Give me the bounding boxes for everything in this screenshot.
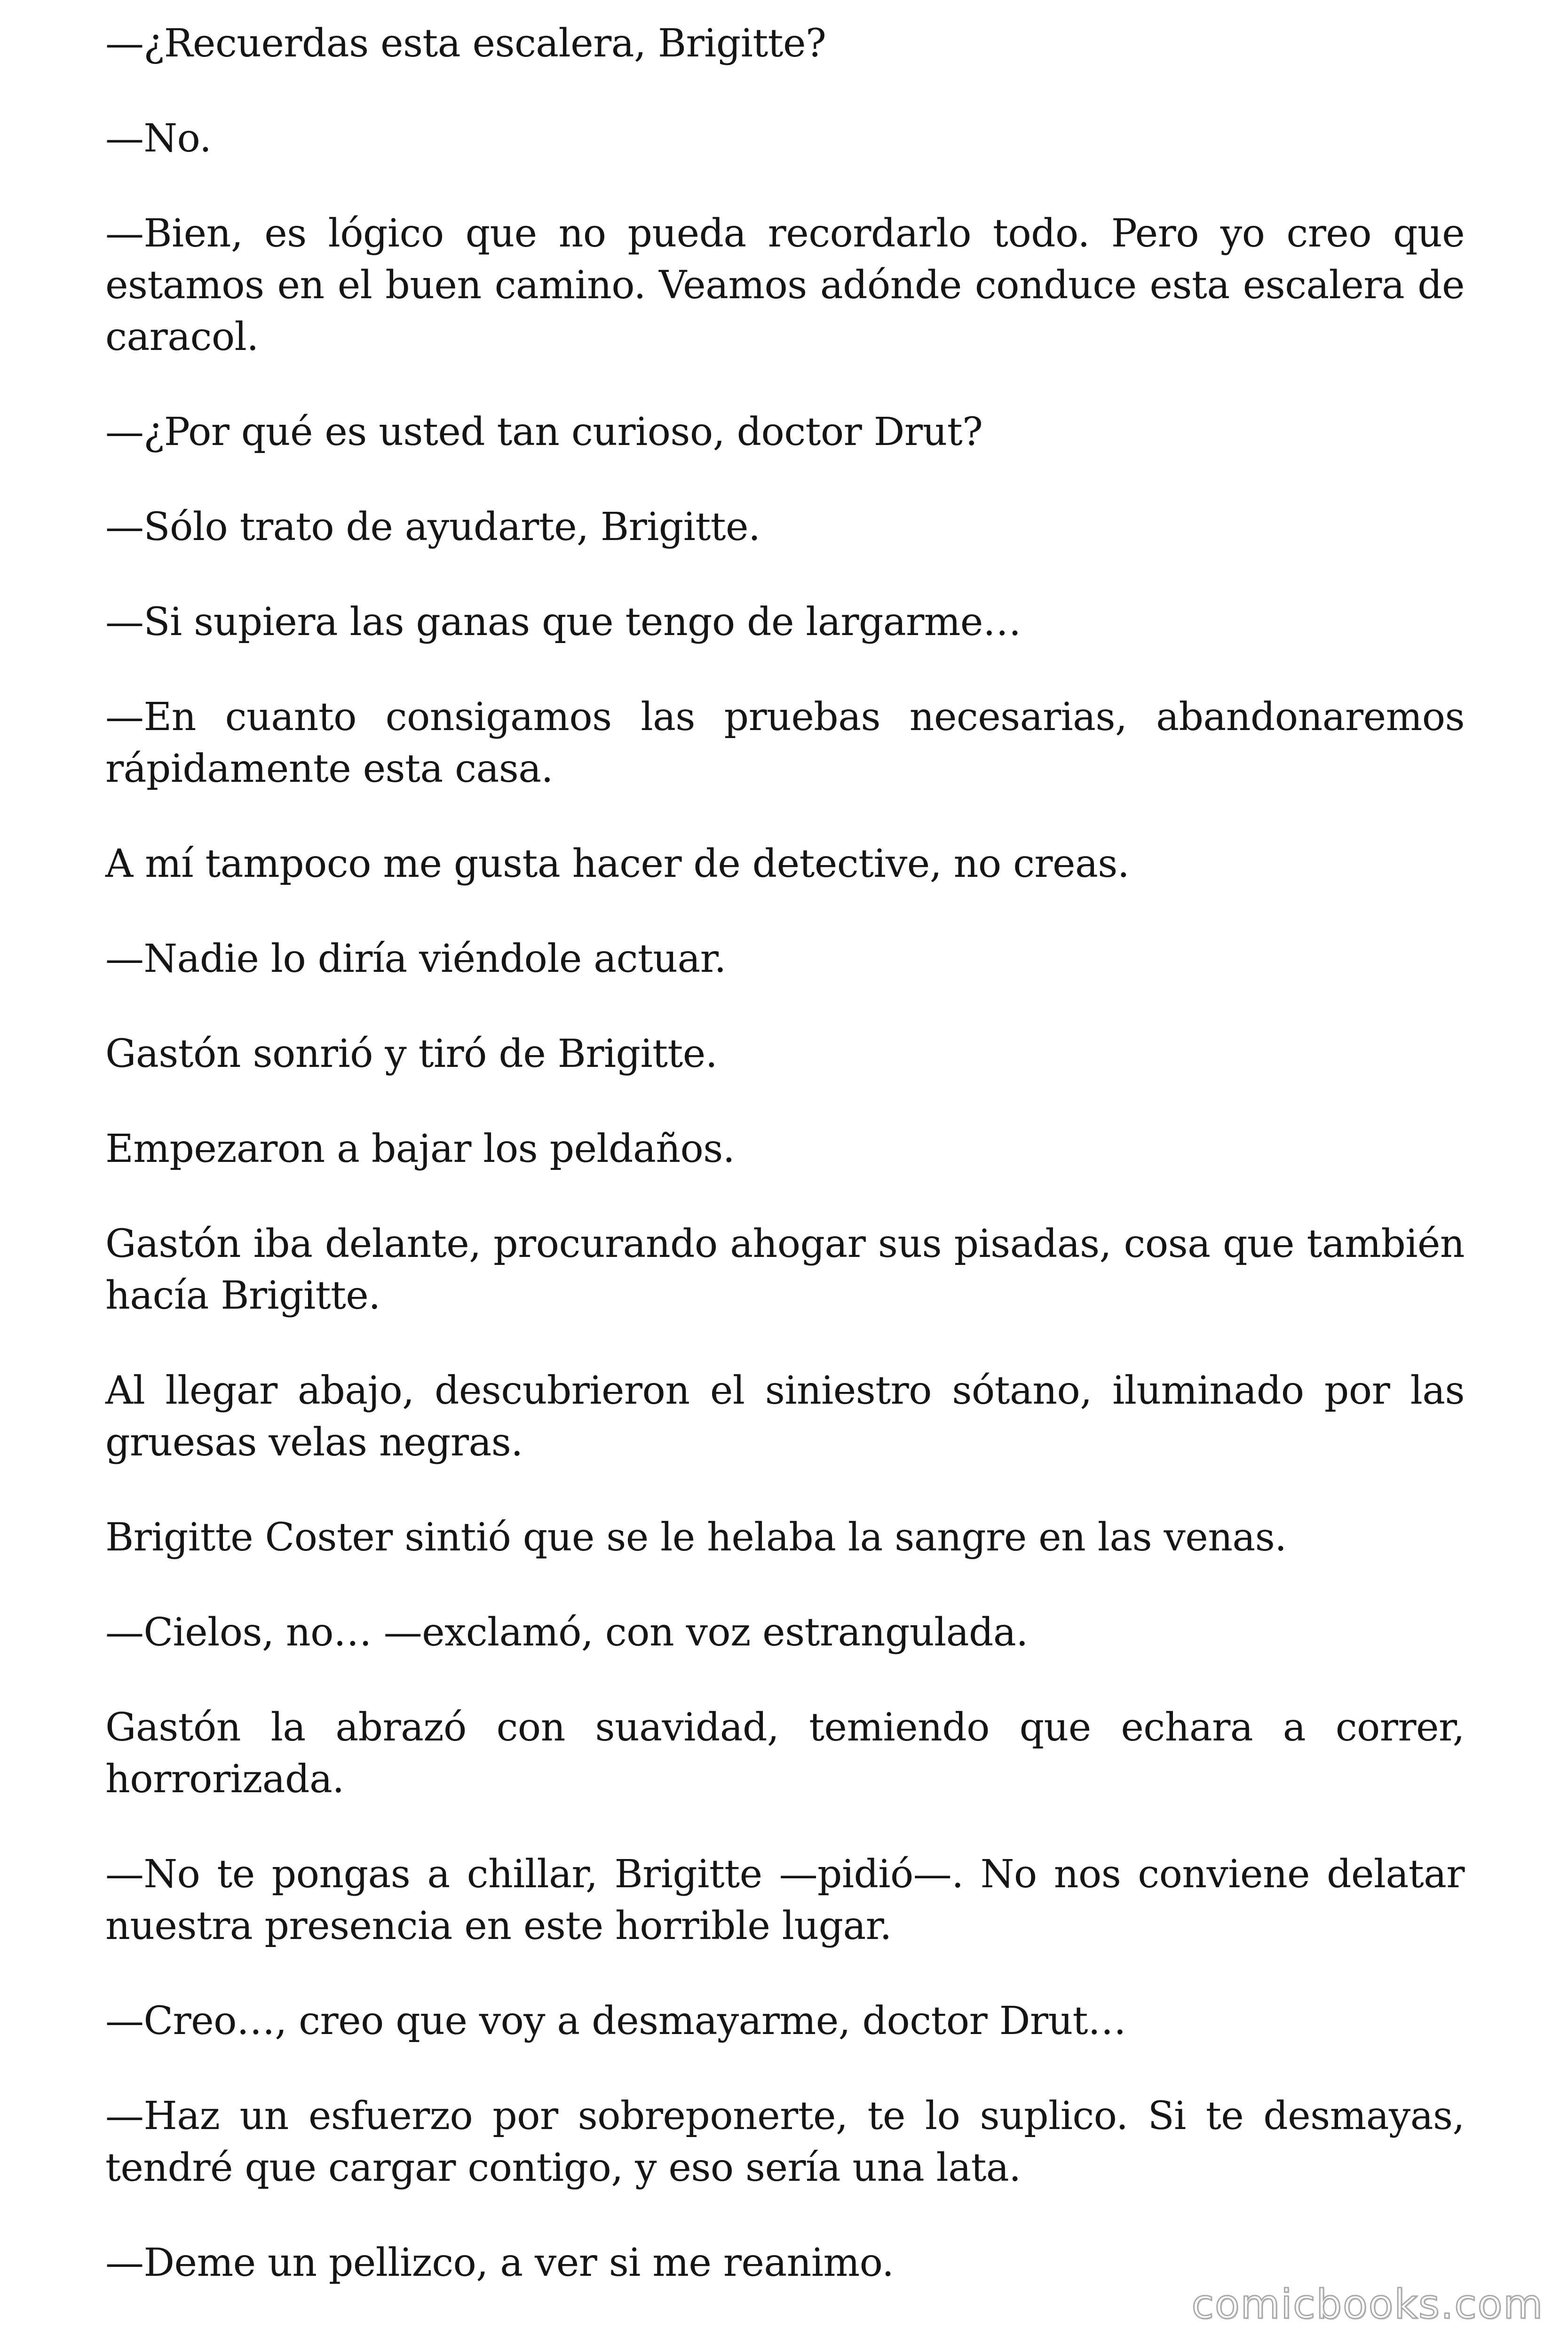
paragraph: —Cielos, no… —exclamó, con voz estrangulada. (105, 1610, 1028, 1655)
paragraph: —Bien, es lógico que no pueda recordarlo todo. Pero yo creo que estamos en el buen camino. Veamos adónde conduce esta escalera de caracol. (105, 211, 1465, 359)
paragraph: —No. (105, 116, 212, 161)
paragraph: —¿Recuerdas esta escalera, Brigitte? (105, 21, 826, 66)
watermark-logo: comicbooks.com (1191, 2281, 1544, 2328)
paragraph: —Deme un pellizco, a ver si me reanimo. (105, 2241, 894, 2285)
paragraph: Al llegar abajo, descubrieron el siniestro sótano, iluminado por las gruesas velas negras. (105, 1368, 1465, 1465)
paragraph: Gastón la abrazó con suavidad, temiendo que echara a correr, horrorizada. (105, 1705, 1465, 1802)
paragraph: —Sólo trato de ayudarte, Brigitte. (105, 505, 760, 549)
paragraph: Gastón iba delante, procurando ahogar sus pisadas, cosa que también hacía Brigitte. (105, 1222, 1465, 1318)
paragraph: —En cuanto consigamos las pruebas necesarias, abandonaremos rápidamente esta casa. (105, 695, 1465, 791)
paragraph: —No te pongas a chillar, Brigitte —pidió—. No nos conviene delatar nuestra presencia en este horrible lugar. (105, 1852, 1465, 1948)
paragraph: —Nadie lo diría viéndole actuar. (105, 937, 726, 981)
paragraph: —Si supiera las ganas que tengo de largarme… (105, 600, 1022, 644)
page-text (105, 18, 1465, 2289)
paragraph: Gastón sonrió y tiró de Brigitte. (105, 1032, 718, 1076)
book-page (105, 0, 1465, 2352)
paragraph: A mí tampoco me gusta hacer de detective, no creas. (105, 842, 1130, 886)
paragraph: —¿Por qué es usted tan curioso, doctor Drut? (105, 410, 983, 454)
paragraph: —Haz un esfuerzo por sobreponerte, te lo suplico. Si te desmayas, tendré que cargar contigo, y eso sería una lata. (105, 2094, 1465, 2190)
paragraph: Brigitte Coster sintió que se le helaba la sangre en las venas. (105, 1515, 1287, 1560)
paragraph: —Creo…, creo que voy a desmayarme, doctor Drut… (105, 1999, 1126, 2043)
paragraph: Empezaron a bajar los peldaños. (105, 1127, 735, 1171)
